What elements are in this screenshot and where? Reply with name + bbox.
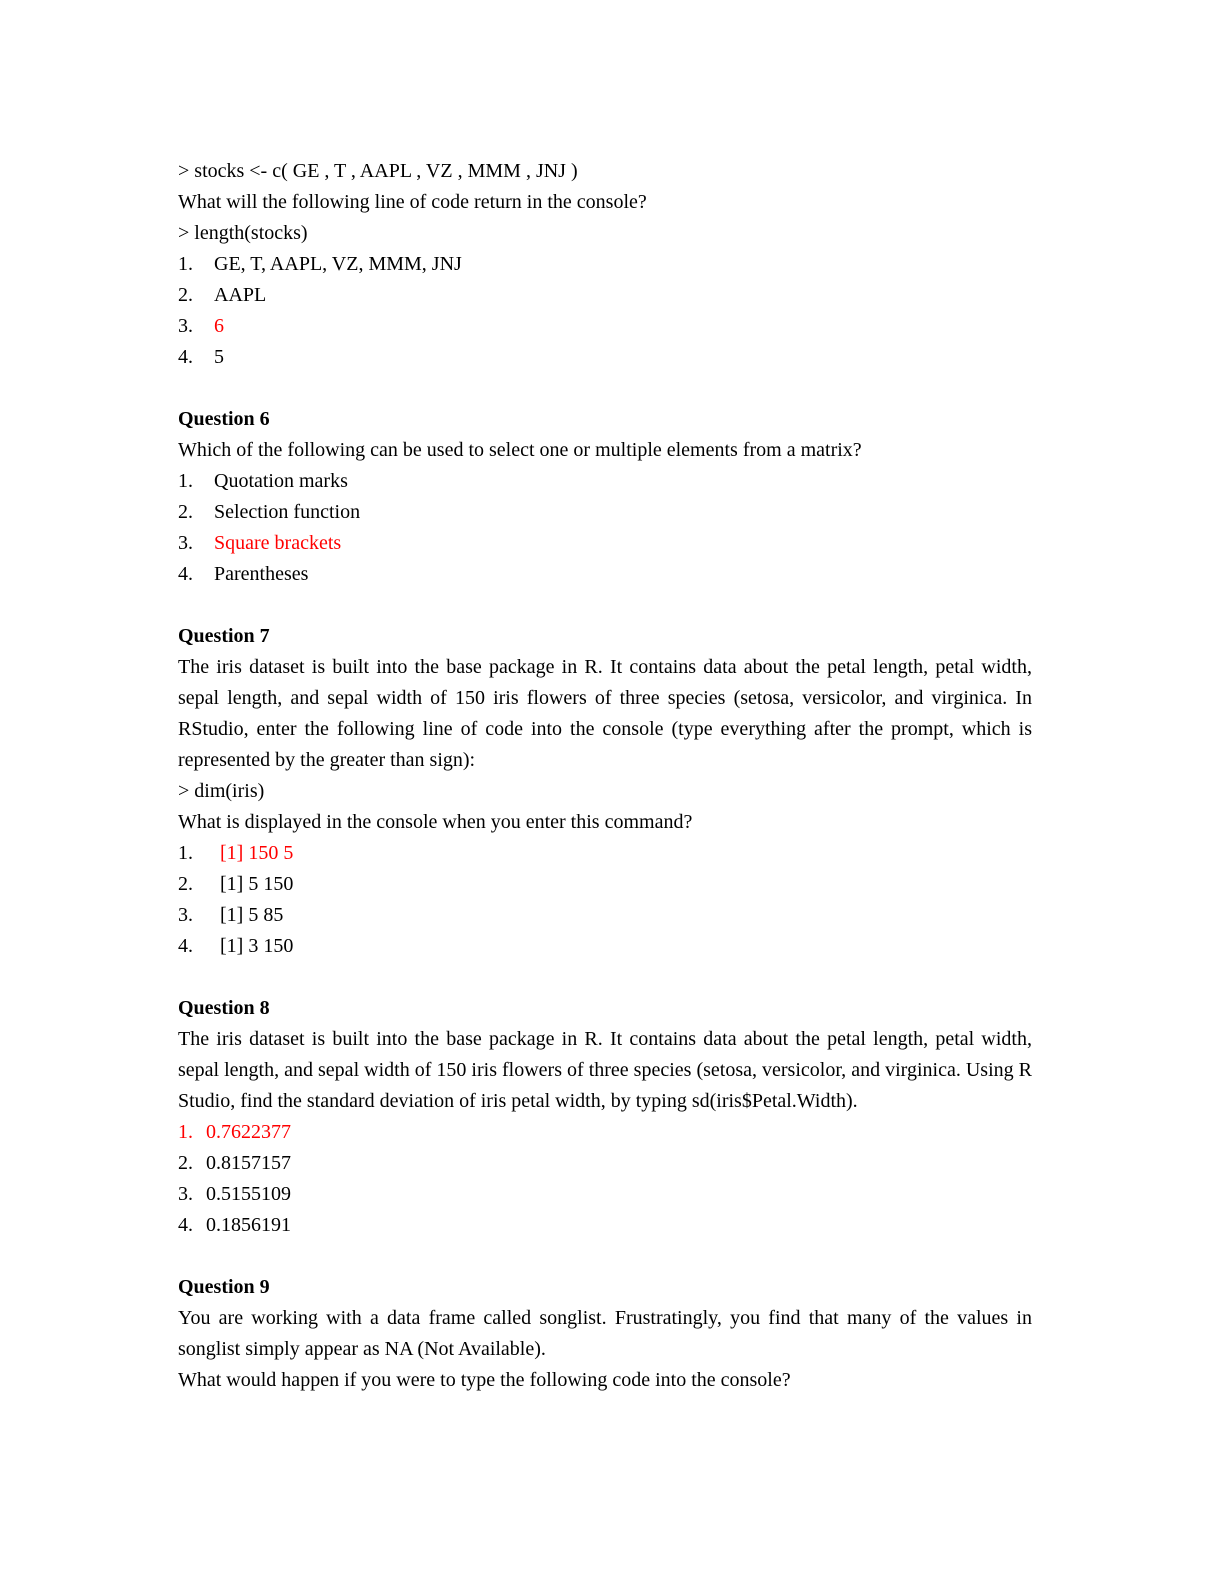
option-text: 0.5155109 — [206, 1183, 291, 1205]
question-prompt: What is displayed in the console when you enter this command? — [178, 811, 693, 833]
option-number: 4. — [178, 563, 193, 585]
option-text: 5 — [214, 346, 224, 368]
document-page — [178, 156, 1032, 1396]
option-text: 6 — [214, 315, 224, 337]
option-correct — [178, 838, 1032, 869]
question-prompt: What would happen if you were to type the following code into the console? — [178, 1369, 791, 1391]
question-title: Question 6 — [178, 408, 270, 430]
option — [178, 559, 1032, 590]
question-prompt: What will the following line of code return in the console? — [178, 191, 647, 213]
option — [178, 466, 1032, 497]
code-line: > length(stocks) — [178, 222, 308, 244]
option-text: Selection function — [214, 501, 361, 523]
option-number: 3. — [178, 315, 193, 337]
option-text: 0.1856191 — [206, 1214, 291, 1236]
question-8 — [178, 993, 1032, 1241]
option-number: 1. — [178, 842, 193, 864]
question-6 — [178, 404, 1032, 590]
code-line: > dim(iris) — [178, 780, 265, 802]
option-correct — [178, 528, 1032, 559]
question-body: The iris dataset is built into the base package in R. It contains data about the petal length, petal width, sepal length, and sepal width of 150 iris flowers of three species (setosa, versicolor, and virginica. Using R Studio, find the standard deviation of iris petal width, by typing sd(iris$Petal.Width). — [178, 1028, 1032, 1112]
option-text: Quotation marks — [214, 470, 348, 492]
option-number: 4. — [178, 1214, 193, 1236]
question-7 — [178, 621, 1032, 962]
option-text: Parentheses — [214, 563, 309, 585]
option-text: [1] 5 150 — [220, 873, 294, 895]
option — [178, 869, 1032, 900]
option — [178, 1179, 1032, 1210]
option — [178, 280, 1032, 311]
option-text: GE, T, AAPL, VZ, MMM, JNJ — [214, 253, 462, 275]
option-number: 1. — [178, 1121, 193, 1143]
option-text: AAPL — [214, 284, 267, 306]
question-title: Question 8 — [178, 997, 270, 1019]
question-body: The iris dataset is built into the base package in R. It contains data about the petal length, petal width, sepal length, and sepal width of 150 iris flowers of three species (setosa, versicolor, and virginica. In RStudio, enter the following line of code into the console (type everything after the prompt, which is represented by the greater than sign): — [178, 656, 1032, 771]
option — [178, 1148, 1032, 1179]
question-body: You are working with a data frame called songlist. Frustratingly, you find that many of the values in songlist simply appear as NA (Not Available). — [178, 1307, 1032, 1360]
question-5 — [178, 156, 1032, 373]
option-number: 4. — [178, 346, 193, 368]
option — [178, 249, 1032, 280]
question-prompt: Which of the following can be used to select one or multiple elements from a matrix? — [178, 439, 862, 461]
option — [178, 900, 1032, 931]
option-text: 0.8157157 — [206, 1152, 291, 1174]
option-number: 2. — [178, 1152, 193, 1174]
option — [178, 497, 1032, 528]
question-title: Question 9 — [178, 1276, 270, 1298]
option — [178, 931, 1032, 962]
option-number: 2. — [178, 284, 193, 306]
option-correct — [178, 1117, 1032, 1148]
option — [178, 1210, 1032, 1241]
option-text: [1] 5 85 — [220, 904, 284, 926]
option-number: 3. — [178, 532, 193, 554]
option-text: [1] 3 150 — [220, 935, 294, 957]
question-title: Question 7 — [178, 625, 270, 647]
option-text: [1] 150 5 — [220, 842, 294, 864]
option-number: 2. — [178, 501, 193, 523]
option-text: Square brackets — [214, 532, 342, 554]
option-correct — [178, 311, 1032, 342]
code-line: > stocks <- c( GE , T , AAPL , VZ , MMM , JNJ ) — [178, 160, 578, 182]
option-number: 3. — [178, 904, 193, 926]
option-number: 3. — [178, 1183, 193, 1205]
option-number: 1. — [178, 470, 193, 492]
option-number: 2. — [178, 873, 193, 895]
option-number: 4. — [178, 935, 193, 957]
option — [178, 342, 1032, 373]
option-text: 0.7622377 — [206, 1121, 291, 1143]
option-number: 1. — [178, 253, 193, 275]
question-9 — [178, 1272, 1032, 1396]
